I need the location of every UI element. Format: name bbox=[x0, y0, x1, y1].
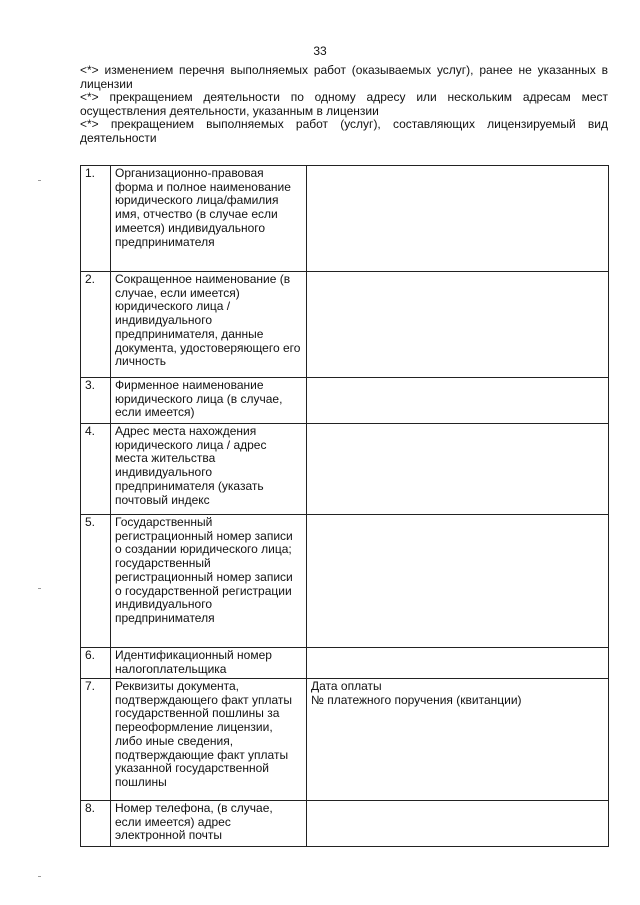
footnote-item: <*> прекращением деятельности по одному адресу или нескольким адресам мест осуществления деятельности, указанным в лицензии bbox=[80, 90, 608, 118]
row-number: 6. bbox=[81, 648, 111, 679]
row-label: Идентификационный номер налогоплательщика bbox=[111, 648, 307, 679]
row-value-cell[interactable] bbox=[307, 378, 609, 424]
table-row bbox=[81, 378, 609, 424]
scan-margin-mark bbox=[38, 588, 41, 589]
row-label: Сокращенное наименование (в случае, если имеется) юридического лица / индивидуального предпринимателя, данные документа, удостоверяющего его личность bbox=[111, 272, 307, 378]
row-value-cell[interactable] bbox=[307, 166, 609, 272]
row-value-cell[interactable] bbox=[307, 272, 609, 378]
row-value-cell[interactable] bbox=[307, 648, 609, 679]
row-value-cell[interactable] bbox=[307, 679, 609, 801]
footnote-item: <*> изменением перечня выполняемых работ (оказываемых услуг), ранее не указанных в лицензии bbox=[80, 63, 608, 91]
footnote-list bbox=[80, 64, 608, 145]
table-row bbox=[81, 515, 609, 648]
row-number: 8. bbox=[81, 801, 111, 847]
page-number: 33 bbox=[313, 44, 327, 58]
scan-margin-mark bbox=[38, 180, 41, 181]
row-label: Адрес места нахождения юридического лица / адрес места жительства индивидуального предпринимателя (указать почтовый индекс bbox=[111, 424, 307, 515]
table-row bbox=[81, 679, 609, 801]
row-number: 1. bbox=[81, 166, 111, 272]
payment-date-label: Дата оплаты bbox=[311, 679, 382, 693]
row-label: Организационно-правовая форма и полное наименование юридического лица/фамилия имя, отчество (в случае если имеется) индивидуального предпринимателя bbox=[111, 166, 307, 272]
table-row bbox=[81, 166, 609, 272]
row-label: Государственный регистрационный номер записи о создании юридического лица; государственный регистрационный номер записи о государственной регистрации индивидуального предпринимателя bbox=[111, 515, 307, 648]
table-row bbox=[81, 648, 609, 679]
row-number: 3. bbox=[81, 378, 111, 424]
table-body bbox=[81, 166, 609, 847]
payment-order-number-label: № платежного поручения (квитанции) bbox=[311, 692, 522, 707]
row-number: 4. bbox=[81, 424, 111, 515]
row-number: 2. bbox=[81, 272, 111, 378]
scan-margin-mark bbox=[38, 876, 41, 877]
table-row bbox=[81, 272, 609, 378]
table-row bbox=[81, 424, 609, 515]
row-label: Номер телефона, (в случае, если имеется) адрес электронной почты bbox=[111, 801, 307, 847]
row-value-cell[interactable] bbox=[307, 801, 609, 847]
row-value-cell[interactable] bbox=[307, 515, 609, 648]
table-row bbox=[81, 801, 609, 847]
row-value-cell[interactable] bbox=[307, 424, 609, 515]
row-label: Фирменное наименование юридического лица (в случае, если имеется) bbox=[111, 378, 307, 424]
row-number: 7. bbox=[81, 679, 111, 801]
row-number: 5. bbox=[81, 515, 111, 648]
footnote-item: <*> прекращением выполняемых работ (услуг), составляющих лицензируемый вид деятельности bbox=[80, 117, 608, 145]
application-data-table bbox=[80, 165, 609, 847]
row-label: Реквизиты документа, подтверждающего факт уплаты государственной пошлины за переоформление лицензии, либо иные сведения, подтверждающие факт уплаты указанной государственной пошлины bbox=[111, 679, 307, 801]
